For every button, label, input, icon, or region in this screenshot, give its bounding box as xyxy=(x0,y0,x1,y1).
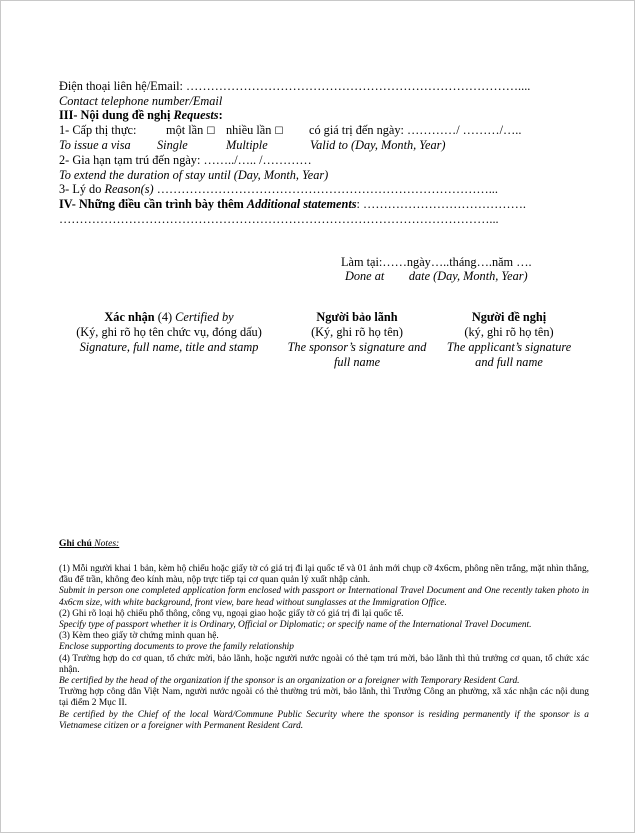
section4-heading xyxy=(59,197,526,211)
section3-heading-vi: III- Nội dung đề nghị xyxy=(59,108,171,122)
section3-heading: III- Nội dung đề nghị Requests: xyxy=(59,108,223,122)
reason-dots: ………………………………………………………………………... xyxy=(153,182,498,196)
certified-ref: (4) xyxy=(154,310,176,324)
visa-once-label: một lần xyxy=(166,123,204,137)
note-3-en: Enclose supporting documents to prove the family relationship xyxy=(59,642,294,653)
applicant-title: Người đề nghị xyxy=(471,310,547,324)
note-4: (4) Trường hợp do cơ quan, tổ chức mời, bảo lãnh, hoặc người nước ngoài có thẻ tạm trú mời, bảo lãnh thì thủ trưởng cơ quan, tổ chức xác nhận. xyxy=(59,653,589,675)
visa-multiple-label: nhiều lần xyxy=(226,123,272,137)
visa-multiple-checkbox[interactable]: ☐ xyxy=(274,126,284,137)
notes-heading xyxy=(59,538,119,549)
notes-body xyxy=(59,564,589,732)
certified-signature-block xyxy=(59,310,279,355)
note-2-en: Specify type of passport whether it is Ordinary, Official or Diplomatic; or specify name of the International Travel Document. xyxy=(59,620,532,631)
certified-note: (Ký, ghi rõ họ tên chức vụ, đóng dấu) xyxy=(76,325,262,339)
visa-line xyxy=(59,123,579,137)
guarantor-signature-block xyxy=(277,310,437,370)
extend-stay-line: 2- Gia hạn tạm trú đến ngày: ……../….. /………… xyxy=(59,153,312,167)
guarantor-note-en: The sponsor’s signature and xyxy=(287,340,427,354)
reason-line xyxy=(59,182,498,196)
contact-line: Điện thoại liên hệ/Email: ……………………………………………………………………….... xyxy=(59,79,531,93)
guarantor-note-en-2: full name xyxy=(333,355,381,369)
applicant-note: (ký, ghi rõ họ tên) xyxy=(464,325,554,339)
contact-line-en: Contact telephone number/Email xyxy=(59,94,223,108)
section4-dots-line: ……………………………………………………………………………………………... xyxy=(59,212,499,226)
note-3: (3) Kèm theo giấy tờ chứng minh quan hệ. xyxy=(59,631,219,642)
visa-once-checkbox[interactable]: ☐ xyxy=(206,126,216,137)
place-date: Làm tại:……ngày…..tháng….năm …. xyxy=(341,255,532,269)
reason-label-en: Reason(s) xyxy=(104,182,154,196)
extend-stay-line-en: To extend the duration of stay until (Day, Month, Year) xyxy=(59,168,329,182)
visa-line-en xyxy=(59,138,579,152)
guarantor-title: Người bảo lãnh xyxy=(316,310,398,324)
visa-validity-en: Valid to (Day, Month, Year) xyxy=(310,138,446,152)
note-1: (1) Mỗi người khai 1 bản, kèm hộ chiếu hoặc giấy tờ có giá trị đi lại quốc tế và 01 ảnh mới chụp cỡ 4x6cm, phông nền trắng, mặt nhìn thẳng, đầu để trần, không đeo kính màu, nộp trực tiếp tại cơ quan quản lý xuất nhập cảnh. xyxy=(59,564,589,586)
note-4b: Trường hợp công dân Việt Nam, người nước ngoài có thẻ thường trú mời, bảo lãnh, thì Trưởng Công an phường, xã xác nhận các nội dung tại điểm 2 Mục II. xyxy=(59,687,589,709)
applicant-signature-block xyxy=(437,310,581,370)
applicant-note-en-2: and full name xyxy=(475,355,543,369)
note-4b-en: Be certified by the Chief of the local Ward/Commune Public Security where the sponsor is residing permanently if the sponsor is a Vietnamese citizen or a foreigner with Permanent Resident Card. xyxy=(59,709,589,731)
visa-multiple-en: Multiple xyxy=(226,138,268,152)
note-2: (2) Ghi rõ loại hộ chiếu phổ thông, công vụ, ngoại giao hoặc giấy tờ có giá trị đi lại quốc tế. xyxy=(59,608,404,619)
certified-note-en: Signature, full name, title and stamp xyxy=(79,340,259,354)
applicant-note-en: The applicant’s signature xyxy=(446,340,572,354)
visa-once-en: Single xyxy=(157,138,188,152)
reason-label: 3- Lý do xyxy=(59,182,102,196)
certified-title: Xác nhận xyxy=(104,310,155,324)
visa-once-option[interactable] xyxy=(166,123,215,139)
section4-dots: : …………………………………. xyxy=(356,197,526,211)
note-1-en: Submit in person one completed application form enclosed with passport or International Travel Document and One recently taken photo in 4x6cm size, with white background, front view, bare head without sunglasses at the Immigration Office. xyxy=(59,586,589,608)
section3-heading-en: Requests xyxy=(173,108,219,122)
guarantor-note: (Ký, ghi rõ họ tên) xyxy=(311,325,403,339)
visa-multiple-option[interactable] xyxy=(226,123,283,139)
visa-validity: có giá trị đến ngày: …………/ ………/….. xyxy=(309,123,522,137)
place-date-en: Done at date (Day, Month, Year) xyxy=(345,269,528,283)
section4-heading-en: Additional statements xyxy=(246,197,357,211)
visa-label-en: To issue a visa xyxy=(59,138,131,152)
notes-heading-en: Notes: xyxy=(94,538,120,549)
visa-label: 1- Cấp thị thực: xyxy=(59,123,137,137)
notes-heading-vi: Ghi chú xyxy=(59,538,92,549)
note-4-en: Be certified by the head of the organization if the sponsor is an organization or a foreigner with Temporary Resident Card. xyxy=(59,676,520,687)
certified-title-en: Certified by xyxy=(175,310,234,324)
section4-heading-vi: IV- Những điều cần trình bày thêm xyxy=(59,197,244,211)
